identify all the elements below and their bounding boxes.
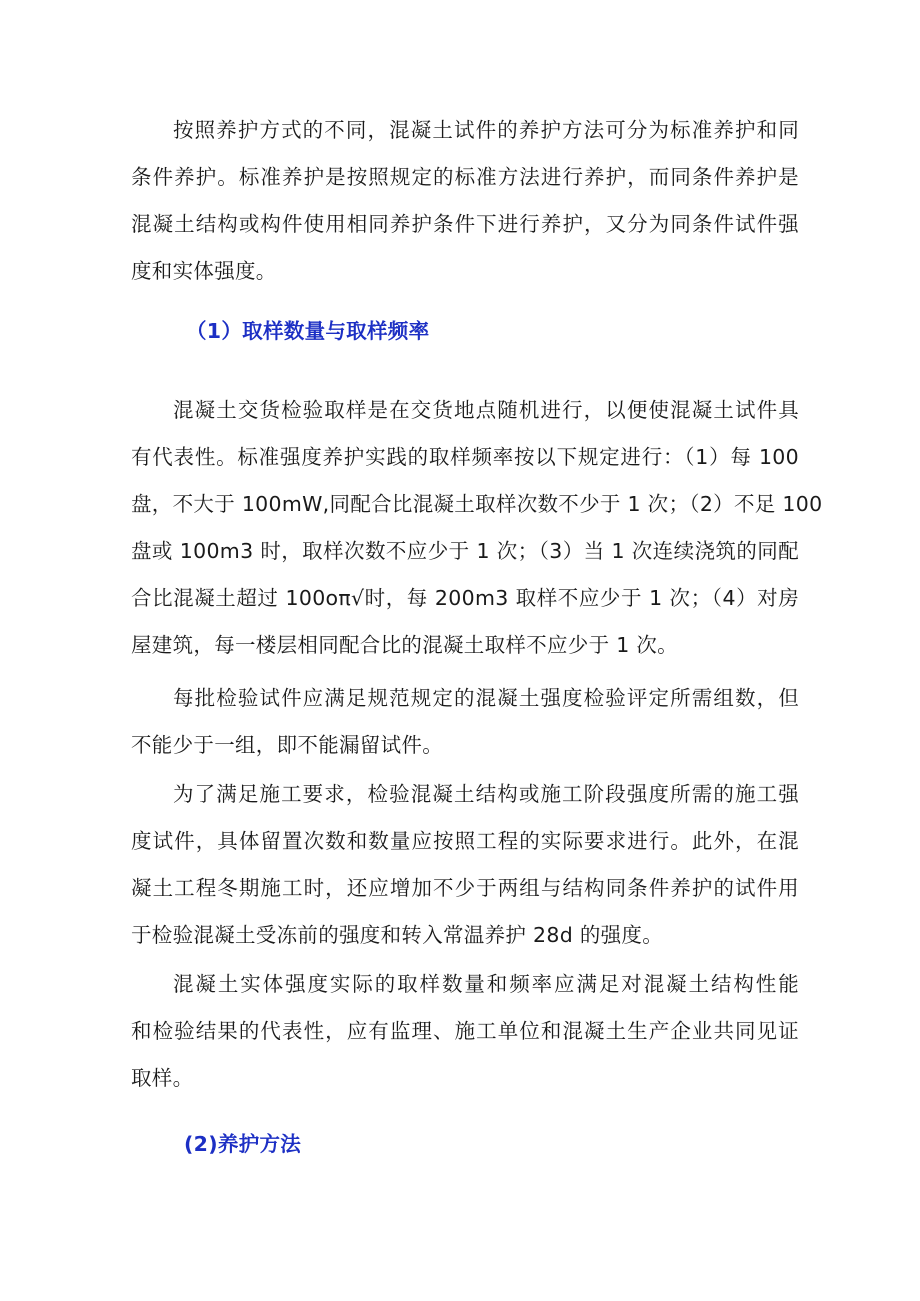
section-heading-sampling: （1）取样数量与取样频率 — [186, 319, 430, 343]
text-line: 条件养护。标准养护是按照规定的标准方法进行养护，而同条件养护是 — [131, 165, 799, 189]
text-line: 混凝土结构或构件使用相同养护条件下进行养护，又分为同条件试件强 — [131, 212, 799, 236]
text-line: 按照养护方式的不同，混凝土试件的养护方法可分为标准养护和同 — [173, 118, 799, 142]
paragraph-curing-methods — [131, 107, 799, 295]
text-line: 合比混凝土超过 100oπ√时，每 200m3 取样不应少于 1 次；（4）对房 — [131, 586, 799, 610]
text-line: 度试件，具体留置次数和数量应按照工程的实际要求进行。此外，在混 — [131, 829, 799, 853]
text-line: 取样。 — [131, 1066, 194, 1090]
text-line: 度和实体强度。 — [131, 259, 277, 283]
section-heading-curing: (2)养护方法 — [184, 1132, 302, 1156]
text-line: 盘或 100m3 时，取样次数不应少于 1 次；（3）当 1 次连续浇筑的同配 — [131, 539, 799, 563]
paragraph-entity-strength — [131, 961, 799, 1102]
paragraph-sampling-frequency — [131, 387, 823, 669]
text-line: 混凝土交货检验取样是在交货地点随机进行，以便使混凝土试件具 — [173, 398, 799, 422]
text-line: 凝土工程冬期施工时，还应增加不少于两组与结构同条件养护的试件用 — [131, 876, 799, 900]
text-line: 不能少于一组，即不能漏留试件。 — [131, 733, 443, 757]
paragraph-specimen-groups — [131, 675, 799, 769]
text-line: 和检验结果的代表性，应有监理、施工单位和混凝土生产企业共同见证 — [131, 1019, 799, 1043]
text-line: 盘，不大于 100mW,同配合比混凝土取样次数不少于 1 次；（2）不足 100 — [131, 492, 823, 516]
text-line: 混凝土实体强度实际的取样数量和频率应满足对混凝土结构性能 — [173, 972, 799, 996]
text-line: 屋建筑，每一楼层相同配合比的混凝土取样不应少于 1 次。 — [131, 633, 678, 657]
text-line: 有代表性。标准强度养护实践的取样频率按以下规定进行：（1）每 100 — [131, 445, 799, 469]
text-line: 于检验混凝土受冻前的强度和转入常温养护 28d 的强度。 — [131, 923, 664, 947]
paragraph-construction-specimens — [131, 771, 799, 959]
text-line: 每批检验试件应满足规范规定的混凝土强度检验评定所需组数，但 — [173, 686, 799, 710]
text-line: 为了满足施工要求，检验混凝土结构或施工阶段强度所需的施工强 — [173, 782, 799, 806]
